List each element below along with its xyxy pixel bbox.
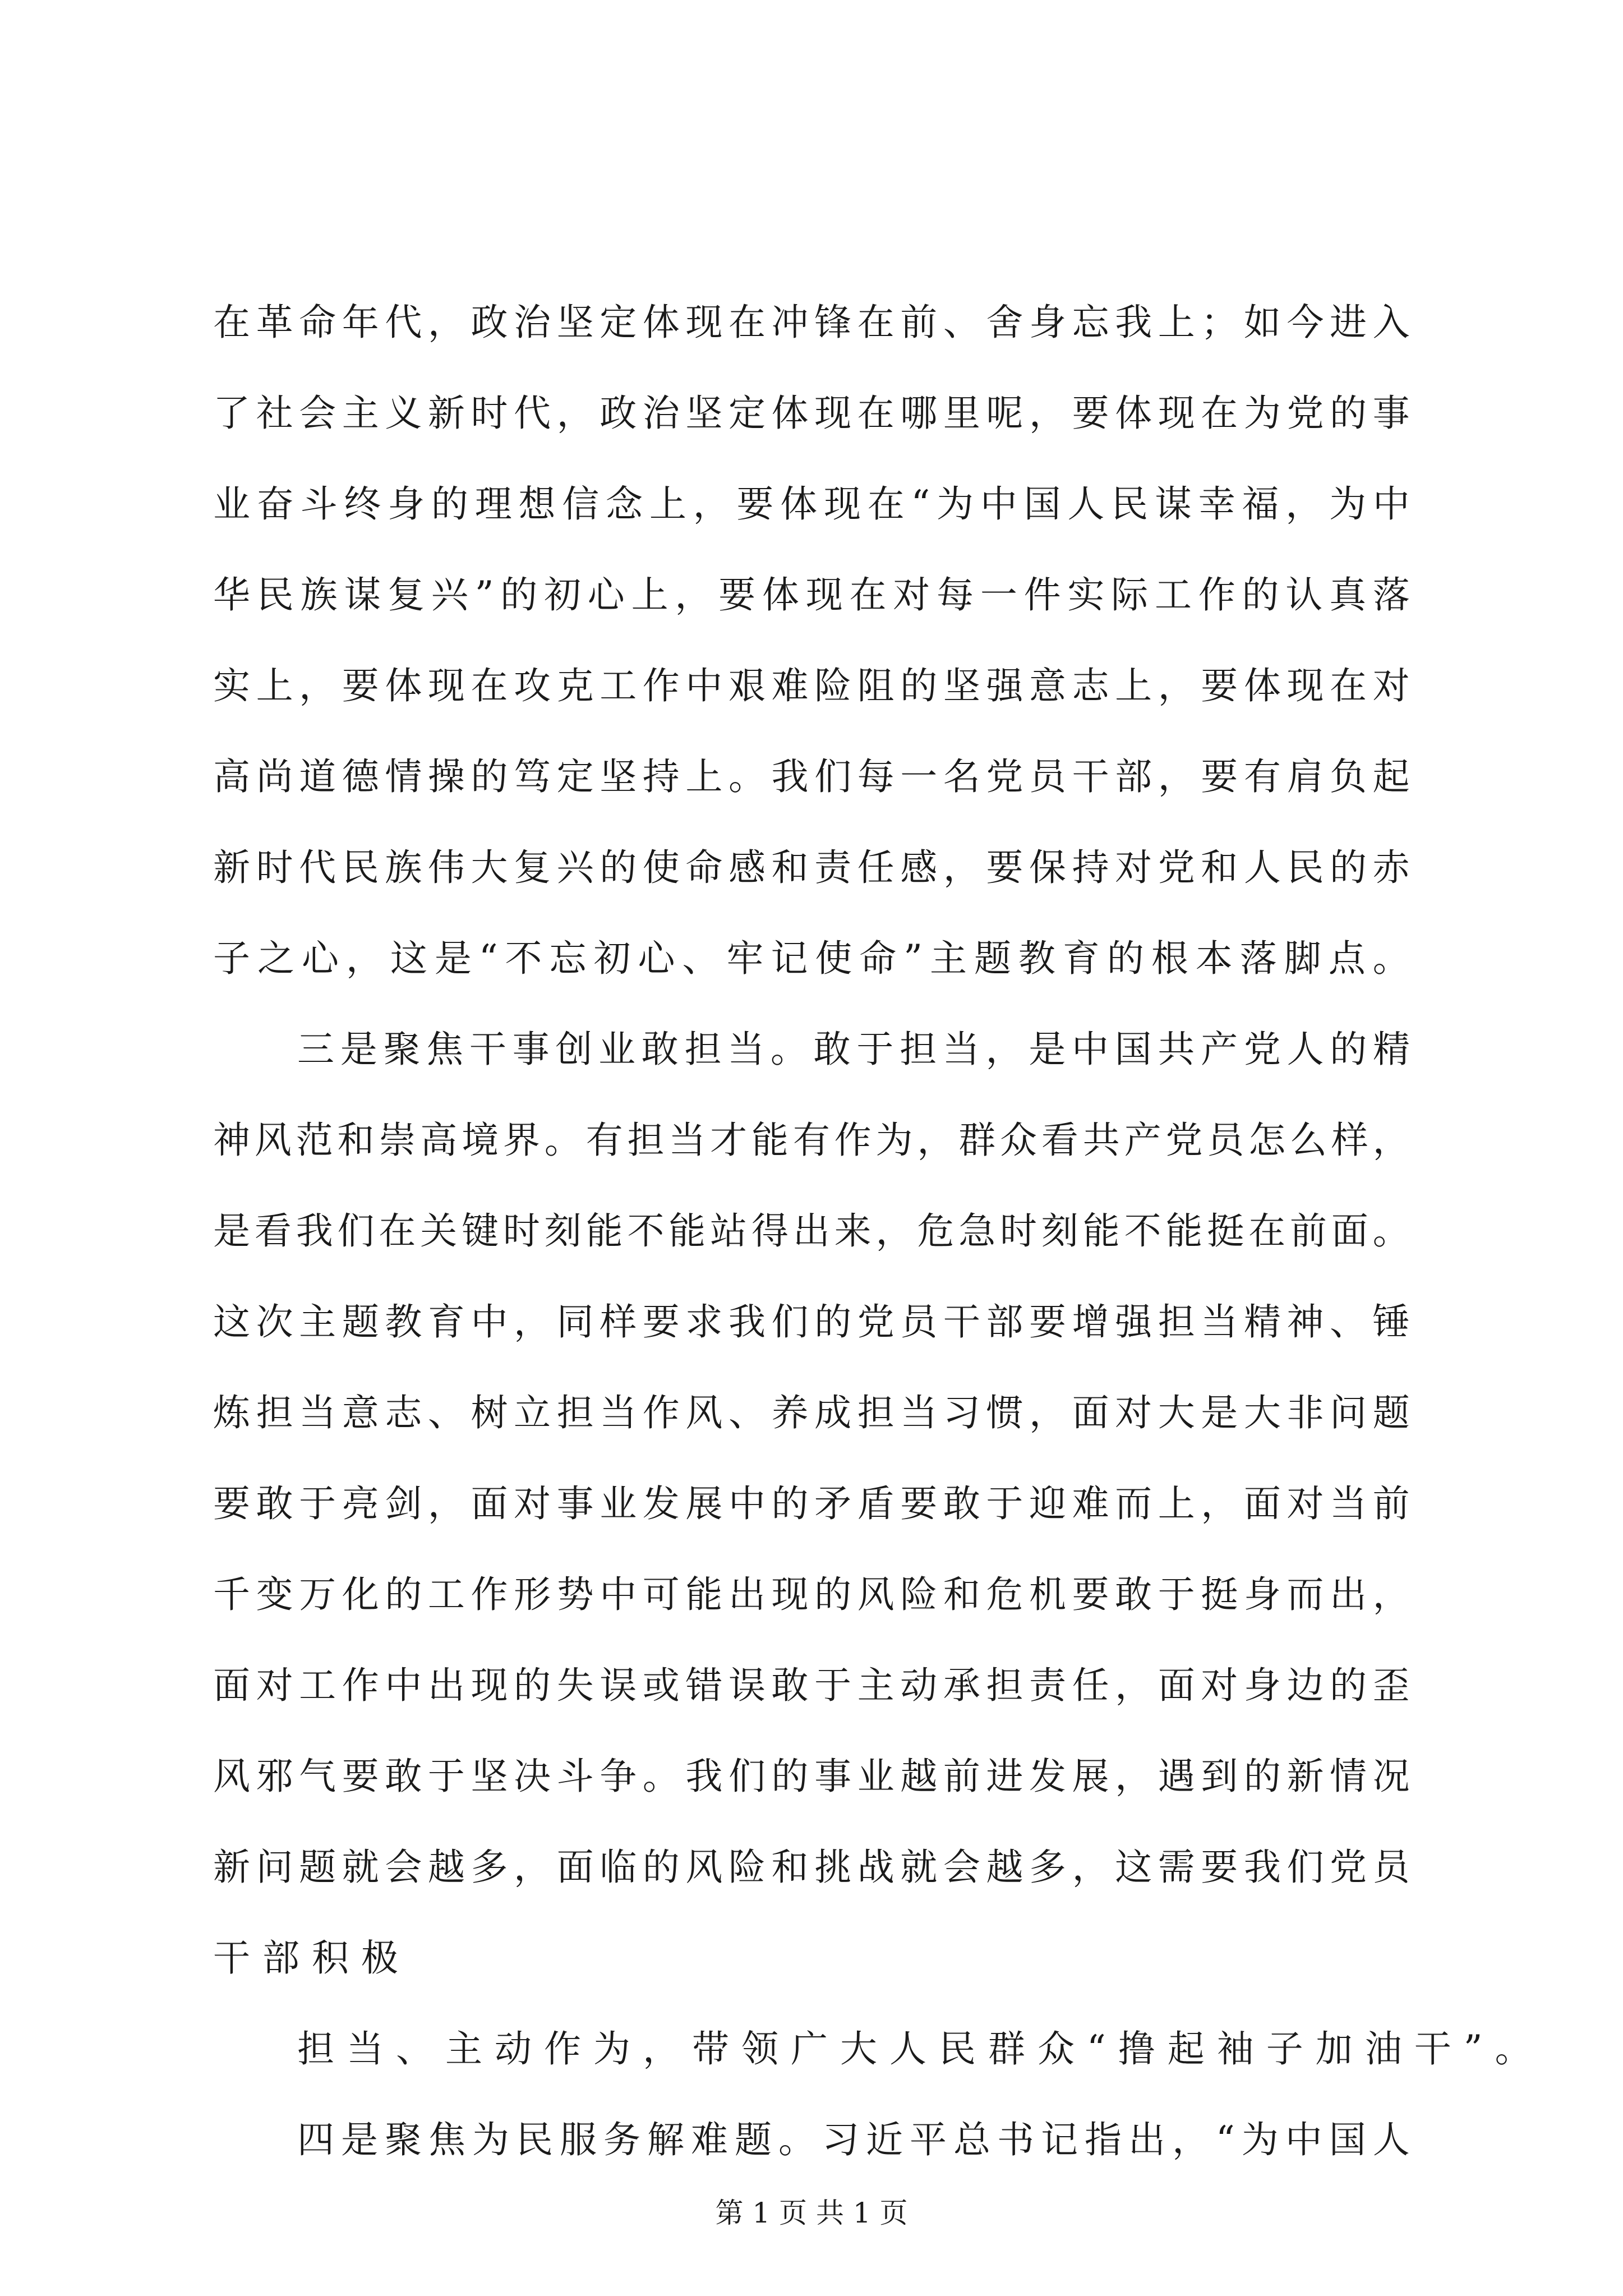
text-line: 了 社 会 主 义 新 时 代 ， 政 治 坚 定 体 现 在 哪 里 呢 ， 要 体 现 在 为 党 的 事 <box>213 392 1410 435</box>
text-line: 担 当 、 主 动 作 为 ， 带 领 广 大 人 民 群 众 “ 撸 起 袖 子 加 油 干 ” 。 <box>297 2027 1532 2070</box>
text-line: 业 奋 斗 终 身 的 理 想 信 念 上 ， 要 体 现 在 “ 为 中 国 人 民 谋 幸 福 ， 为 中 <box>213 482 1410 526</box>
text-line: 炼 担 当 意 志 、 树 立 担 当 作 风 、 养 成 担 当 习 惯 ， 面 对 大 是 大 非 问 题 <box>213 1391 1410 1434</box>
text-line: 干 部 积 极 <box>213 1936 398 1980</box>
page-footer: 第 1 页 共 1 页 <box>715 2197 908 2229</box>
text-line: 实 上 ， 要 体 现 在 攻 克 工 作 中 艰 难 险 阻 的 坚 强 意 志 上 ， 要 体 现 在 对 <box>213 664 1410 707</box>
text-line: 新 问 题 就 会 越 多 ， 面 临 的 风 险 和 挑 战 就 会 越 多 ， 这 需 要 我 们 党 员 <box>213 1846 1410 1889</box>
text-line: 四 是 聚 焦 为 民 服 务 解 难 题 。 习 近 平 总 书 记 指 出 ， “ 为 中 国 人 <box>297 2118 1410 2161</box>
text-line: 面 对 工 作 中 出 现 的 失 误 或 错 误 敢 于 主 动 承 担 责 任 ， 面 对 身 边 的 歪 <box>213 1664 1410 1707</box>
text-line: 三 是 聚 焦 干 事 创 业 敢 担 当 。 敢 于 担 当 ， 是 中 国 共 产 党 人 的 精 <box>297 1028 1410 1071</box>
text-line: 千 变 万 化 的 工 作 形 势 中 可 能 出 现 的 风 险 和 危 机 要 敢 于 挺 身 而 出 ， <box>213 1573 1410 1616</box>
text-line: 子 之 心 ， 这 是 “ 不 忘 初 心 、 牢 记 使 命 ” 主 题 教 育 的 根 本 落 脚 点 。 <box>213 937 1410 980</box>
text-line: 高 尚 道 德 情 操 的 笃 定 坚 持 上 。 我 们 每 一 名 党 员 干 部 ， 要 有 肩 负 起 <box>213 755 1410 798</box>
text-line: 这 次 主 题 教 育 中 ， 同 样 要 求 我 们 的 党 员 干 部 要 增 强 担 当 精 神 、 锤 <box>213 1300 1410 1343</box>
text-line: 新 时 代 民 族 伟 大 复 兴 的 使 命 感 和 责 任 感 ， 要 保 持 对 党 和 人 民 的 赤 <box>213 846 1410 889</box>
text-line: 要 敢 于 亮 剑 ， 面 对 事 业 发 展 中 的 矛 盾 要 敢 于 迎 难 而 上 ， 面 对 当 前 <box>213 1482 1410 1525</box>
text-line: 风 邪 气 要 敢 于 坚 决 斗 争 。 我 们 的 事 业 越 前 进 发 展 ， 遇 到 的 新 情 况 <box>213 1755 1410 1798</box>
text-line: 华 民 族 谋 复 兴 ” 的 初 心 上 ， 要 体 现 在 对 每 一 件 实 际 工 作 的 认 真 落 <box>213 573 1410 616</box>
text-line: 在 革 命 年 代 ， 政 治 坚 定 体 现 在 冲 锋 在 前 、 舍 身 忘 我 上 ； 如 今 进 入 <box>213 301 1410 344</box>
text-line: 神 风 范 和 崇 高 境 界 。 有 担 当 才 能 有 作 为 ， 群 众 看 共 产 党 员 怎 么 样 ， <box>213 1119 1410 1162</box>
text-line: 是 看 我 们 在 关 键 时 刻 能 不 能 站 得 出 来 ， 危 急 时 刻 能 不 能 挺 在 前 面 。 <box>213 1209 1410 1253</box>
